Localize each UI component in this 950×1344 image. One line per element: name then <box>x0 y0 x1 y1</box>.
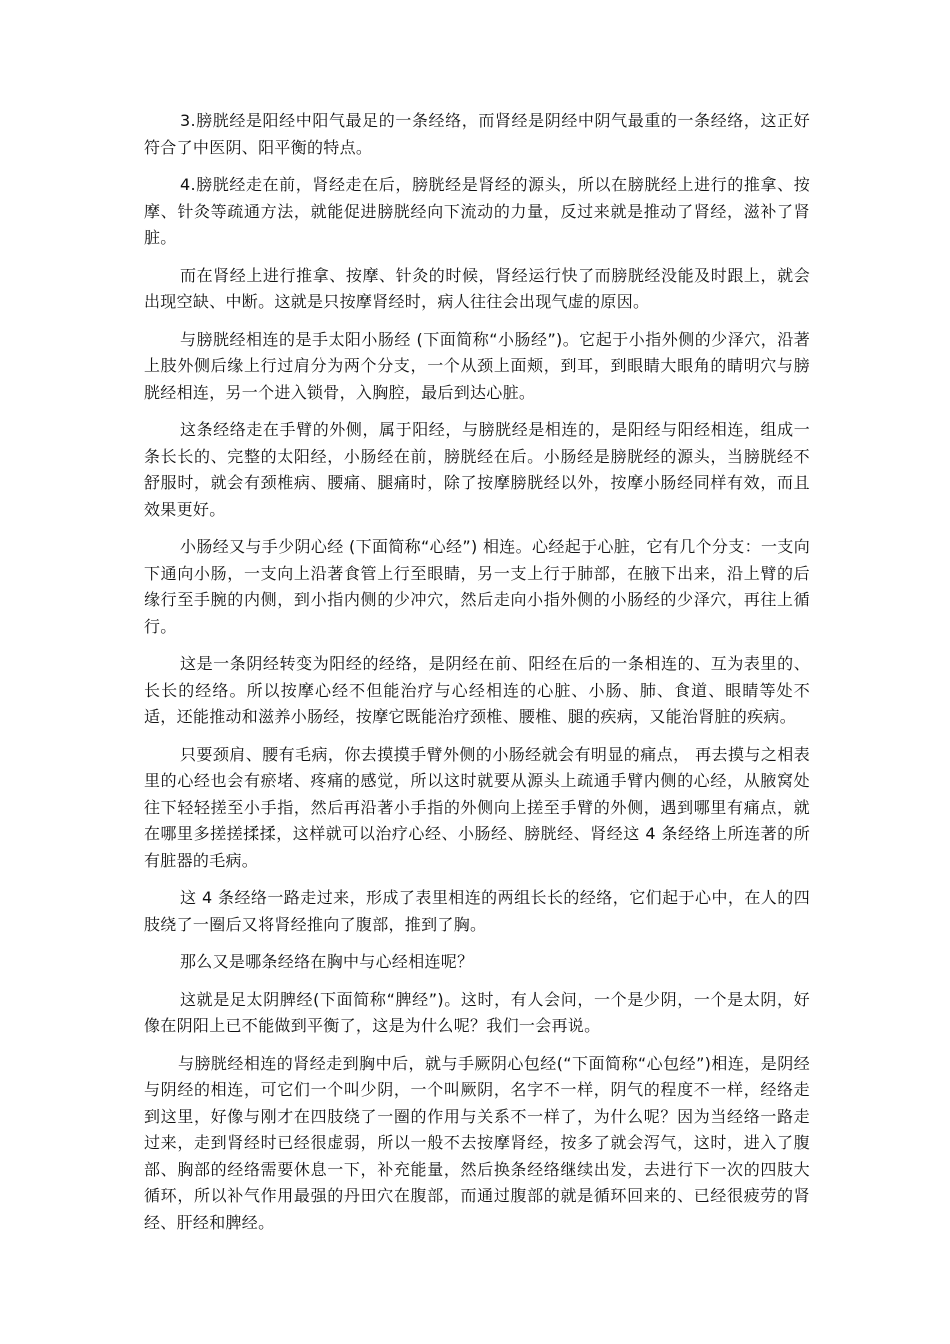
paragraph-3: 而在肾经上进行推拿、按摩、针灸的时候，肾经运行快了而膀胱经没能及时跟上，就会出现空缺、中断。这就是只按摩肾经时，病人往往会出现气虚的原因。 <box>144 265 810 311</box>
paragraph-5: 这条经络走在手臂的外侧，属于阳经，与膀胱经是相连的，是阳经与阳经相连，组成一条长长的、完整的太阳经，小肠经在前，膀胱经在后。小肠经是膀胱经的源头，当膀胱经不舒服时，就会有颈椎病、腰痛、腿痛时，除了按摩膀胱经以外，按摩小肠经同样有效，而且效果更好。 <box>144 420 810 519</box>
document-page <box>144 108 810 1247</box>
paragraph-6: 小肠经又与手少阴心经 (下面简称“心经”) 相连。心经起于心脏，它有几个分支：一支向下通向小肠，一支向上沿著食管上行至眼睛，另一支上行于肺部，在腋下出来，沿上臂的后缘行至手腕的内侧，到小指内侧的少冲穴，然后走向小指外侧的小肠经的少泽穴，再往上循行。 <box>144 537 810 636</box>
paragraph-11: 这就是足太阴脾经(下面简称“脾经”)。这时，有人会问，一个是少阴，一个是太阴，好像在阴阳上已不能做到平衡了，这是为什么呢？我们一会再说。 <box>144 989 810 1035</box>
paragraph-7: 这是一条阴经转变为阳经的经络，是阴经在前、阳经在后的一条相连的、互为表里的、长长的经络。所以按摩心经不但能治疗与心经相连的心脏、小肠、肺、食道、眼睛等处不适，还能推动和滋养小肠经，按摩它既能治疗颈椎、腰椎、腿的疾病，又能治肾脏的疾病。 <box>144 654 810 726</box>
paragraph-8: 只要颈肩、腰有毛病，你去摸摸手臂外侧的小肠经就会有明显的痛点， 再去摸与之相表里的心经也会有瘀堵、疼痛的感觉，所以这时就要从源头上疏通手臂内侧的心经，从腋窝处往下轻轻搓至小手指，然后再沿著小手指的外侧向上搓至手臂的外侧，遇到哪里有痛点，就在哪里多搓搓揉揉，这样就可以治疗心经、小肠经、膀胱经、肾经这 4 条经络上所连著的所有脏器的毛病。 <box>144 744 810 870</box>
paragraph-9: 这 4 条经络一路走过来，形成了表里相连的两组长长的经络，它们起于心中，在人的四肢绕了一圈后又将肾经推向了腹部，推到了胸。 <box>144 888 810 934</box>
paragraph-4: 与膀胱经相连的是手太阳小肠经 (下面简称“小肠经”)。它起于小指外侧的少泽穴，沿著上肢外侧后缘上行过肩分为两个分支，一个从颈上面颊，到耳，到眼睛大眼角的睛明穴与膀胱经相连，另一个进入锁骨，入胸腔，最后到达心脏。 <box>144 329 810 402</box>
paragraph-1: 3.膀胱经是阳经中阳气最足的一条经络，而肾经是阴经中阴气最重的一条经络，这正好符合了中医阴、阳平衡的特点。 <box>144 111 810 157</box>
paragraph-12: 与膀胱经相连的肾经走到胸中后，就与手厥阴心包经(“下面简称“心包经”)相连，是阴经与阴经的相连，可它们一个叫少阴，一个叫厥阴，名字不一样，阴气的程度不一样，经络走到这里，好像与刚才在四肢绕了一圈的作用与关系不一样了，为什么呢？因为当经络一路走过来，走到肾经时已经很虚弱，所以一般不去按摩肾经，按多了就会泻气，这时，进入了腹部、胸部的经络需要休息一下，补充能量，然后换条经络继续出发，去进行下一次的四肢大循环，所以补气作用最强的丹田穴在腹部，而通过腹部的就是循环回来的、已经很疲劳的肾经、肝经和脾经。 <box>144 1053 810 1232</box>
paragraph-2: 4.膀胱经走在前，肾经走在后，膀胱经是肾经的源头，所以在膀胱经上进行的推拿、按摩、针灸等疏通方法，就能促进膀胱经向下流动的力量，反过来就是推动了肾经，滋补了肾脏。 <box>144 175 810 247</box>
paragraph-10: 那么又是哪条经络在胸中与心经相连呢？ <box>180 952 474 971</box>
